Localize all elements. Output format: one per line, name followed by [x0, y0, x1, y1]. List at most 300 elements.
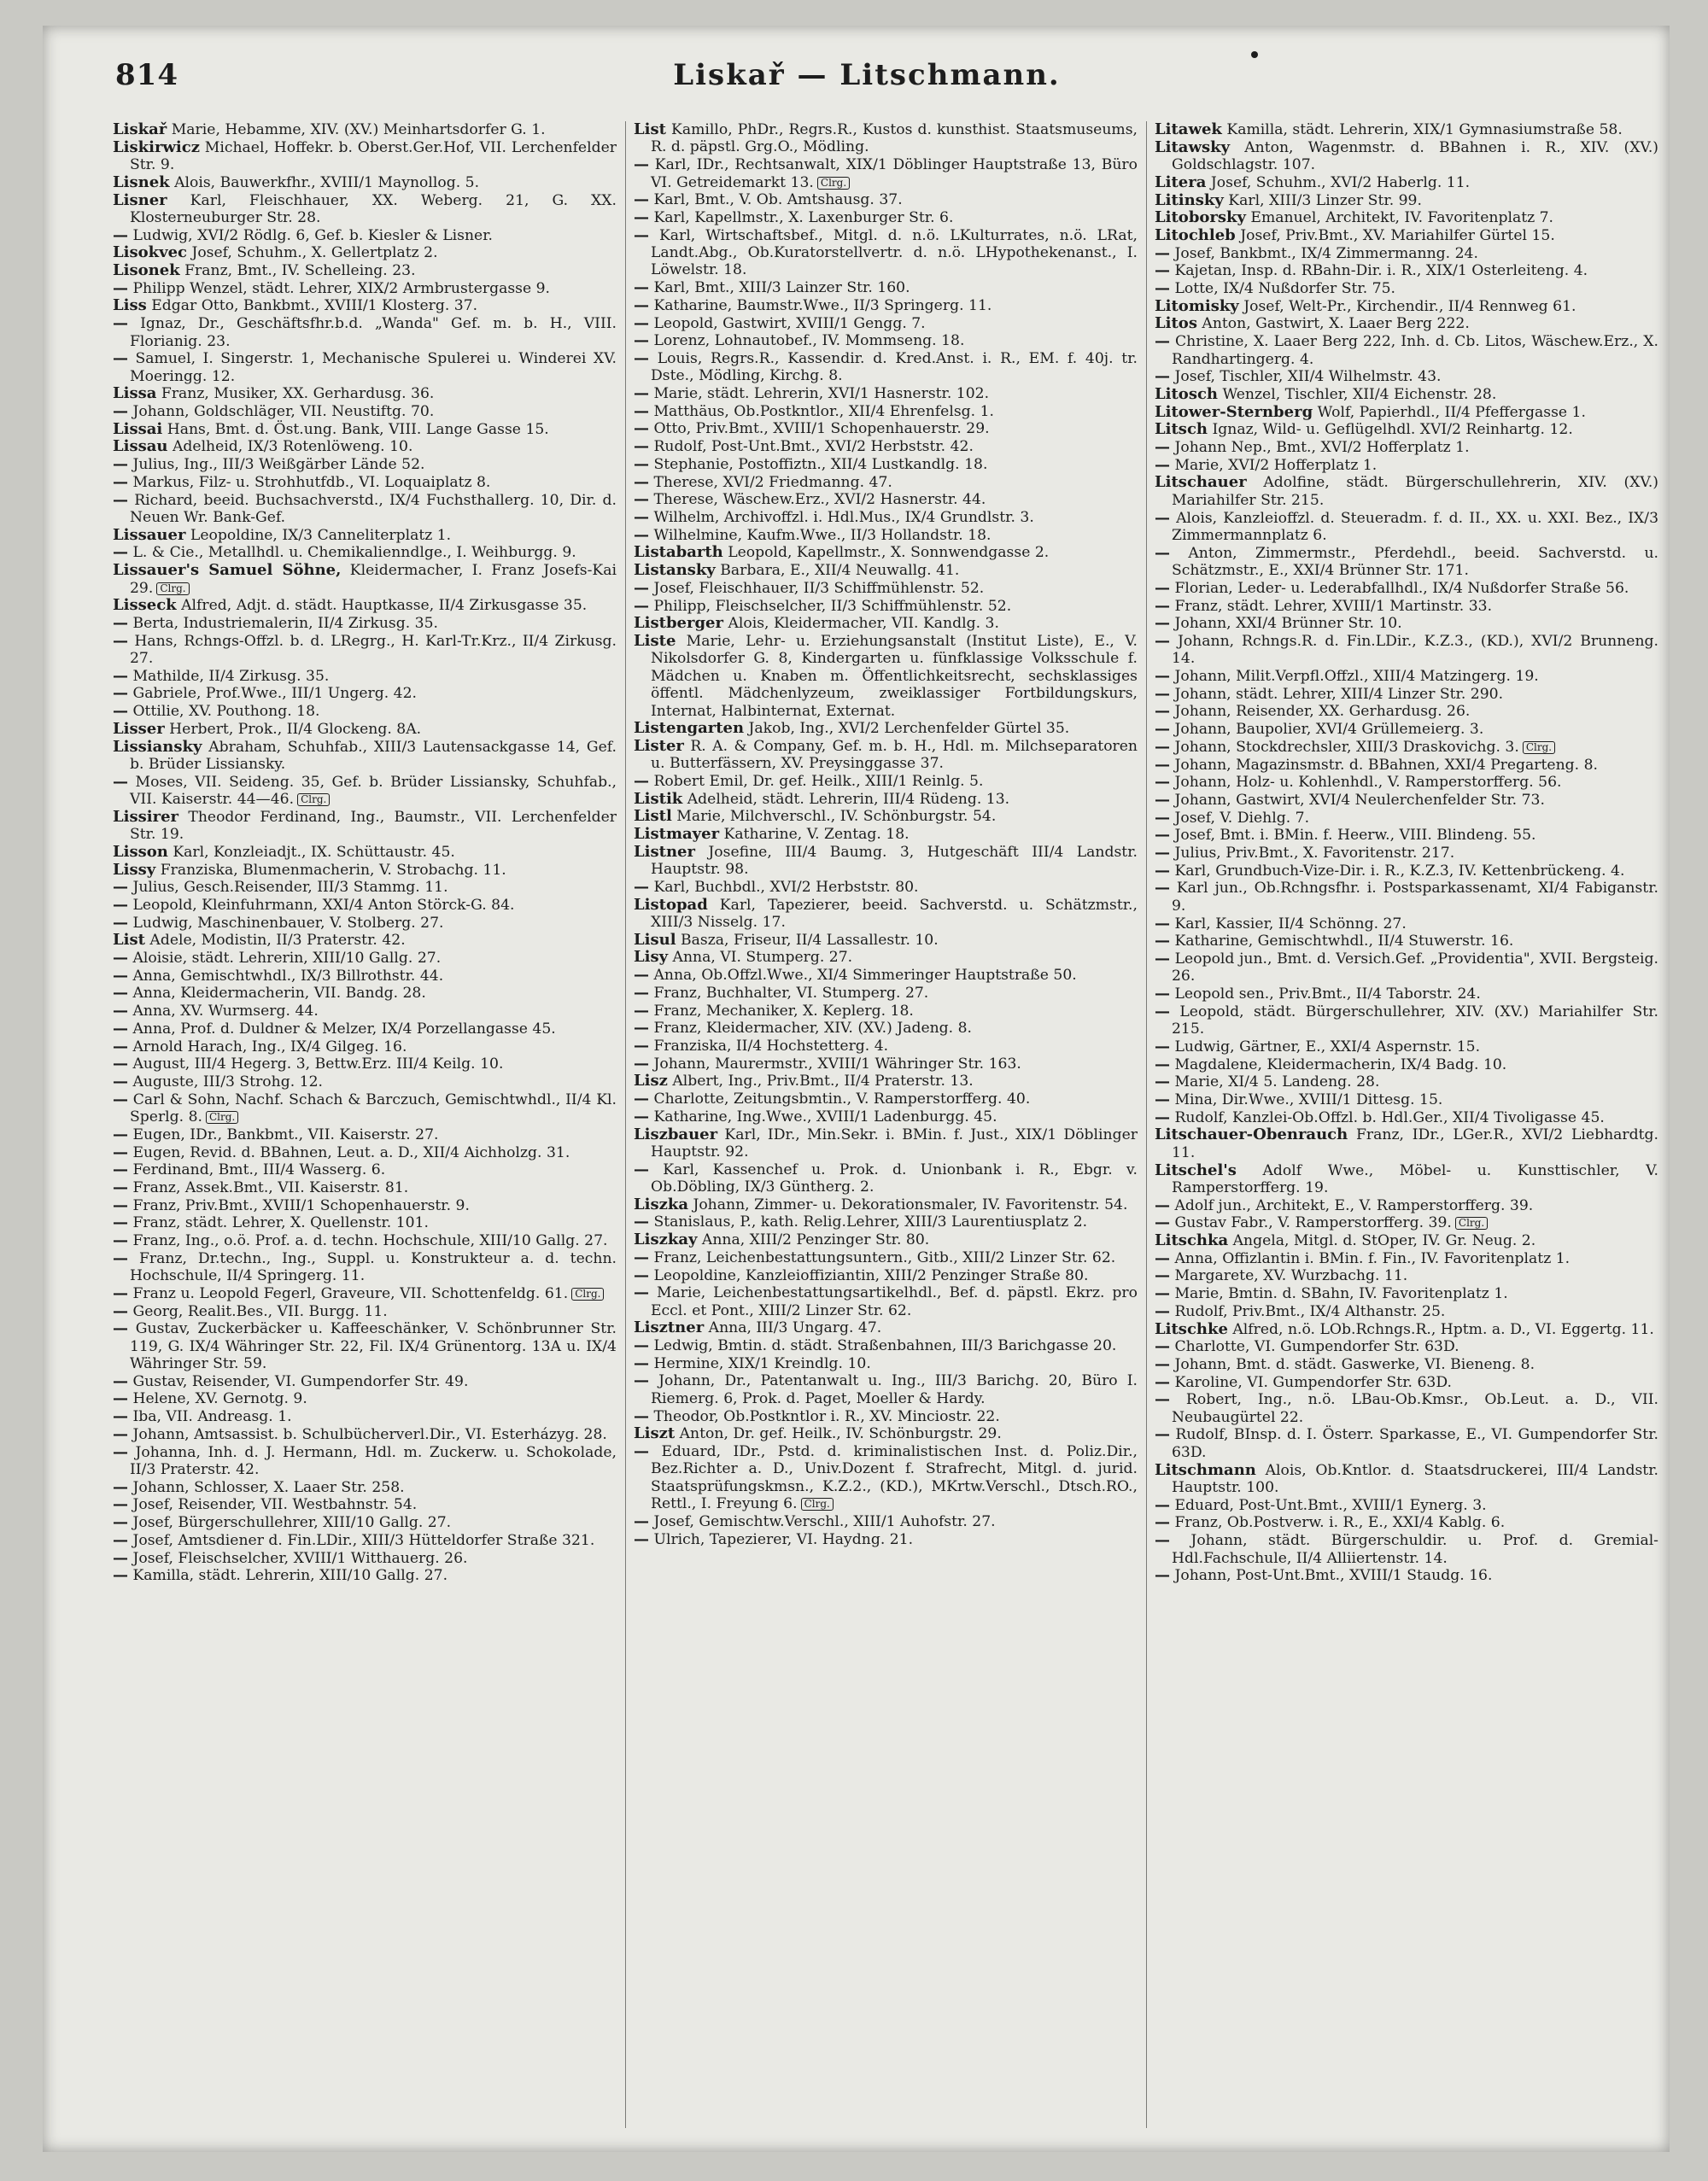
directory-entry: [113, 615, 617, 632]
entry-surname: —: [113, 1125, 128, 1143]
entry-details: Therese, Wäschew.Erz., XVI/2 Hasnerstr. 44.: [649, 491, 986, 509]
entry-surname: Litera: [1155, 172, 1207, 191]
directory-entry: [634, 1073, 1138, 1090]
directory-entry: [1155, 1091, 1658, 1108]
entry-details: Wilhelmine, Kaufm.Wwe., II/3 Hollandstr. 18.: [649, 526, 991, 544]
entry-details: Josef, Fleischselcher, XVIII/1 Witthauerg. 26.: [128, 1549, 468, 1567]
directory-entry: [113, 297, 617, 314]
entry-details: Berta, Industriemalerin, II/4 Zirkusg. 35.: [128, 614, 439, 632]
entry-details: Johann, Holz- u. Kohlenhdl., V. Ramperstorfferg. 56.: [1170, 774, 1562, 792]
entry-details: Ottilie, XV. Pouthong. 18.: [128, 703, 320, 721]
directory-entry: [113, 844, 617, 861]
directory-entry: [634, 967, 1138, 984]
entry-details: Johann, Milit.Verpfl.Offzl., XIII/4 Matzingerg. 19.: [1170, 668, 1539, 686]
column-2: [634, 121, 1138, 2128]
entry-details: Leopoldine, Kanzleioffiziantin, XIII/2 Penzinger Straße 80.: [649, 1266, 1089, 1284]
entry-details: Samuel, I. Singerstr. 1, Mechanische Spulerei u. Winderei XV. Moeringg. 12.: [128, 350, 617, 385]
directory-entry: [634, 403, 1138, 420]
directory-entry: [634, 949, 1138, 966]
directory-entry: [1155, 1267, 1658, 1284]
entry-details: Kamilla, städt. Lehrerin, XIII/10 Gallg. 27.: [128, 1567, 448, 1585]
entry-details: Marie, städt. Lehrerin, XVI/1 Hasnerstr. 102.: [649, 385, 990, 403]
entry-details: Gustav Fabr., V. Ramperstorfferg. 39.: [1170, 1214, 1452, 1232]
entry-surname: —: [113, 913, 128, 932]
entry-surname: —: [1155, 1055, 1170, 1073]
entry-details: Franziska, II/4 Hochstetterg. 4.: [649, 1038, 889, 1055]
entry-surname: —: [113, 349, 128, 368]
entry-surname: Litawsky: [1155, 137, 1231, 156]
entry-surname: Lister: [634, 736, 684, 755]
entry-surname: Lisul: [634, 930, 676, 949]
directory-entry: [634, 1231, 1138, 1248]
entry-surname: —: [634, 1371, 649, 1390]
entry-surname: —: [1155, 755, 1170, 774]
entry-details: Marie, Milchverschl., IV. Schönburgstr. 54.: [671, 808, 997, 826]
entry-details: Karl, Kassier, II/4 Schönng. 27.: [1170, 915, 1407, 933]
entry-details: Johann, Goldschläger, VII. Neustiftg. 70.: [128, 403, 435, 421]
directory-entry: [1155, 1038, 1658, 1055]
directory-entry: [634, 1213, 1138, 1231]
directory-entry: [113, 1214, 617, 1231]
directory-entry: [634, 720, 1138, 737]
entry-surname: Lisser: [113, 719, 165, 738]
entry-surname: Litower-Sternberg: [1155, 402, 1313, 421]
directory-entry: [113, 244, 617, 261]
entry-surname: —: [113, 1019, 128, 1038]
entry-surname: List: [634, 121, 666, 138]
entry-surname: Liskař: [113, 121, 167, 138]
directory-entry: [113, 1408, 617, 1425]
entry-details: Adelheid, IX/3 Rotenlöweng. 10.: [167, 438, 413, 456]
directory-entry: [1155, 985, 1658, 1003]
entry-surname: —: [634, 578, 649, 597]
directory-entry: [113, 227, 617, 244]
entry-surname: —: [1155, 737, 1170, 756]
entry-surname: Listengarten: [634, 719, 745, 738]
directory-entry: [113, 721, 617, 738]
entry-details: August, III/4 Hegerg. 3, Bettw.Erz. III/4 Keilg. 10.: [128, 1055, 504, 1073]
entry-surname: Lissauer: [113, 525, 186, 544]
entry-surname: —: [113, 1178, 128, 1196]
entry-surname: Lissa: [113, 384, 157, 403]
entry-surname: Listberger: [634, 614, 723, 633]
entry-surname: —: [634, 472, 649, 491]
directory-entry: [634, 456, 1138, 473]
entry-details: Lorenz, Lohnautobef., IV. Mommseng. 18.: [649, 332, 965, 350]
entry-surname: —: [634, 454, 649, 473]
entry-surname: —: [634, 1107, 649, 1126]
entry-details: Ledwig, Bmtin. d. städt. Straßenbahnen, III/3 Barichgasse 20.: [649, 1337, 1117, 1355]
entry-details: Margarete, XV. Wurzbachg. 11.: [1170, 1267, 1408, 1285]
entry-details: Alois, Kanzleioffzl. d. Steueradm. f. d. II., XX. u. XXI. Bez., IX/3 Zimmermannplatz 6.: [1170, 509, 1658, 544]
entry-details: Robert, Ing., n.ö. LBau-Ob.Kmsr., Ob.Leut. a. D., VII. Neubaugürtel 22.: [1170, 1391, 1658, 1426]
entry-details: Abraham, Schuhfab., XIII/3 Lautensackgasse 14, Gef. b. Brüder Lissiansky.: [130, 738, 617, 773]
directory-entry: [634, 738, 1138, 773]
directory-entry: [1155, 1162, 1658, 1197]
entry-surname: —: [113, 702, 128, 721]
entry-surname: —: [113, 1213, 128, 1232]
entry-details: Franz u. Leopold Fegerl, Graveure, VII. Schottenfeldg. 61.: [128, 1284, 569, 1302]
directory-entry: [113, 1550, 617, 1567]
directory-entry: [1155, 862, 1658, 880]
entry-surname: —: [113, 1389, 128, 1408]
entry-details: Basza, Friseur, II/4 Lassallestr. 10.: [676, 931, 939, 949]
entry-surname: —: [113, 1231, 128, 1250]
directory-entry: [634, 1196, 1138, 1213]
directory-entry: [1155, 1514, 1658, 1531]
directory-entry: [634, 562, 1138, 579]
entry-surname: —: [634, 1248, 649, 1266]
entry-details: Josef, Bürgerschullehrer, XIII/10 Gallg. 27.: [128, 1514, 452, 1532]
entry-surname: Lissau: [113, 437, 168, 456]
entry-details: Josef, Amtsdiener d. Fin.LDir., XIII/3 Hütteldorfer Straße 321.: [128, 1531, 595, 1549]
entry-details: Karoline, VI. Gumpendorfer Str. 63D.: [1170, 1373, 1452, 1391]
entry-details: Hans, Rchngs-Offzl. b. d. LRegrg., H. Karl-Tr.Krz., II/4 Zirkusg. 27.: [128, 632, 617, 668]
directory-entry: [1155, 439, 1658, 456]
entry-surname: —: [113, 472, 128, 491]
entry-details: Karl, IDr., Rechtsanwalt, XIX/1 Döblinger Hauptstraße 13, Büro VI. Getreidemarkt 13.: [649, 156, 1138, 191]
directory-entry: [634, 773, 1138, 790]
entry-details: Anton, Zimmermstr., Pferdehdl., beeid. Sachverstd. u. Schätzmstr., E., XXI/4 Brünner Str. 171.: [1170, 544, 1658, 580]
entry-surname: —: [1155, 631, 1170, 650]
entry-surname: —: [113, 455, 128, 474]
entry-details: Ferdinand, Bmt., III/4 Wasserg. 6.: [128, 1161, 386, 1179]
entry-surname: Listansky: [634, 561, 716, 580]
entry-details: Anna, VI. Stumperg. 27.: [668, 949, 853, 967]
directory-entry: [634, 1003, 1138, 1020]
directory-entry: [113, 703, 617, 720]
entry-details: Ignaz, Dr., Geschäftsfhr.b.d. „Wanda" Gef. m. b. H., VIII. Florianig. 23.: [128, 315, 617, 350]
directory-entry: [634, 438, 1138, 455]
entry-surname: —: [1155, 985, 1170, 1003]
entry-surname: —: [113, 1143, 128, 1161]
directory-entry: [1155, 1321, 1658, 1338]
entry-surname: Litschka: [1155, 1231, 1229, 1250]
entry-details: Leopold, Gastwirt, XVIII/1 Gengg. 7.: [649, 314, 926, 332]
directory-entry: [634, 332, 1138, 349]
directory-entry: [634, 474, 1138, 491]
entry-surname: —: [113, 1407, 128, 1426]
entry-details: Franziska, Blumenmacherin, V. Strobachg. 11.: [155, 861, 506, 879]
entry-surname: List: [113, 931, 145, 950]
directory-entry: [113, 1444, 617, 1479]
entry-details: Karl, Wirtschaftsbef., Mitgl. d. n.ö. LKulturrates, n.ö. LRat, Landt.Abg., Ob.Kuratorstellvertr. d. n.ö. LHypothekenanst., I. Löwelstr. 18.: [649, 226, 1138, 279]
entry-surname: —: [1155, 1390, 1170, 1409]
directory-entry: [113, 633, 617, 668]
directory-entry: [1155, 227, 1658, 244]
entry-surname: —: [1155, 684, 1170, 703]
directory-entry: [634, 191, 1138, 208]
entry-surname: —: [634, 1213, 649, 1231]
entry-details: Ludwig, Gärtner, E., XXI/4 Aspernstr. 15.: [1170, 1038, 1481, 1055]
entry-details: Philipp, Fleischselcher, II/3 Schiffmühlenstr. 52.: [649, 597, 1012, 615]
entry-surname: Lisz: [634, 1072, 668, 1090]
entry-mark: Clrg.: [801, 1498, 834, 1511]
entry-surname: —: [634, 155, 649, 174]
entry-details: Rudolf, Priv.Bmt., IX/4 Althanstr. 25.: [1170, 1302, 1446, 1320]
directory-entry: [113, 1303, 617, 1320]
entry-details: Johann, Maurermstr., XVIII/1 Währinger Str. 163.: [649, 1055, 1021, 1073]
entry-surname: Listopad: [634, 895, 708, 914]
entry-surname: —: [113, 225, 128, 244]
entry-surname: —: [634, 278, 649, 297]
entry-details: Karl, Kapellmstr., X. Laxenburger Str. 6.: [649, 208, 954, 226]
directory-entry: [113, 456, 617, 473]
directory-entry: [113, 1567, 617, 1584]
entry-surname: —: [1155, 243, 1170, 262]
entry-details: Karl, Bmt., XIII/3 Lainzer Str. 160.: [649, 279, 910, 297]
entry-surname: Litos: [1155, 314, 1197, 333]
directory-entry: [634, 897, 1138, 932]
directory-entry: [1155, 1197, 1658, 1214]
entry-details: Ignaz, Wild- u. Geflügelhdl. XVI/2 Reinhartg. 12.: [1208, 421, 1573, 439]
entry-surname: —: [113, 1495, 128, 1514]
entry-details: Karl, Tapezierer, beeid. Sachverstd. u. Schätzmstr., XIII/3 Nisselg. 17.: [651, 896, 1138, 932]
directory-entry: [634, 808, 1138, 825]
entry-details: Franz, Kleidermacher, XIV. (XV.) Jadeng. 8.: [649, 1020, 973, 1038]
entry-surname: —: [113, 1319, 128, 1338]
entry-details: Aloisie, städt. Lehrerin, XIII/10 Gallg. 27.: [128, 950, 442, 968]
directory-entry: [1155, 1338, 1658, 1355]
entry-details: Mathilde, II/4 Zirkusg. 35.: [128, 667, 330, 685]
directory-entry: [634, 826, 1138, 843]
directory-entry: [634, 844, 1138, 879]
entry-surname: —: [1155, 332, 1170, 351]
entry-surname: —: [634, 1037, 649, 1055]
entry-surname: —: [1155, 455, 1170, 474]
entry-details: Josef, Fleischhauer, II/3 Schiffmühlenstr. 52.: [649, 579, 985, 597]
directory-entry: [1155, 262, 1658, 279]
entry-details: Franz, Buchhalter, VI. Stumperg. 27.: [649, 984, 929, 1002]
entry-surname: Litoborsky: [1155, 208, 1246, 227]
entry-mark: Clrg.: [571, 1288, 604, 1301]
entry-details: Stephanie, Postoffiztn., XII/4 Lustkandlg. 18.: [649, 455, 988, 473]
entry-surname: —: [1155, 1196, 1170, 1214]
directory-entry: [113, 932, 617, 949]
entry-surname: —: [113, 1442, 128, 1461]
directory-entry: [1155, 757, 1658, 774]
ink-dot: [1251, 51, 1258, 58]
entry-details: Marie, XI/4 5. Landeng. 28.: [1170, 1073, 1380, 1091]
entry-surname: —: [634, 190, 649, 209]
entry-details: Josef, V. Diehlg. 7.: [1170, 809, 1310, 827]
entry-details: Adolf Wwe., Möbel- u. Kunsttischler, V. Ramperstorfferg. 19.: [1172, 1161, 1658, 1196]
entry-surname: Listabarth: [634, 543, 723, 562]
entry-surname: —: [1155, 720, 1170, 739]
entry-surname: —: [1155, 1301, 1170, 1320]
entry-surname: Lisokvec: [113, 243, 187, 262]
entry-surname: Listik: [634, 789, 683, 808]
entry-surname: Litochleb: [1155, 225, 1236, 244]
entry-mark: Clrg.: [817, 177, 850, 190]
entry-surname: —: [1155, 1372, 1170, 1391]
entry-surname: —: [1155, 438, 1170, 457]
entry-surname: Liskirwicz: [113, 137, 200, 156]
entry-mark: Clrg.: [206, 1111, 238, 1124]
directory-entry: [113, 315, 617, 350]
entry-surname: Lissauer's Samuel Söhne,: [113, 561, 342, 580]
directory-entry: [1155, 1426, 1658, 1461]
directory-entry: [113, 562, 617, 597]
entry-surname: —: [1155, 367, 1170, 386]
entry-details: Adele, Modistin, II/3 Praterstr. 42.: [144, 932, 406, 950]
directory-entry: [634, 1284, 1138, 1319]
directory-entry: [634, 156, 1138, 191]
directory-entry: [113, 879, 617, 896]
entry-details: Josef, Schuhm., XVI/2 Haberlg. 11.: [1206, 173, 1471, 191]
entry-details: Johann, Gastwirt, XVI/4 Neulerchenfelder Str. 73.: [1170, 791, 1545, 809]
entry-details: Josef, Tischler, XII/4 Wilhelmstr. 43.: [1170, 368, 1442, 386]
directory-entry: [1155, 1532, 1658, 1567]
entry-details: Markus, Filz- u. Strohhutfdb., VI. Loquaiplatz 8.: [128, 473, 491, 491]
entry-details: Franz, Assek.Bmt., VII. Kaiserstr. 81.: [128, 1178, 409, 1196]
directory-entry: [1155, 1056, 1658, 1073]
entry-surname: —: [113, 314, 128, 333]
directory-entry: [634, 1090, 1138, 1108]
directory-entry: [113, 1144, 617, 1161]
entry-details: Karl, XIII/3 Linzer Str. 99.: [1223, 191, 1422, 209]
entry-surname: Liste: [634, 631, 676, 650]
entry-surname: —: [634, 384, 649, 403]
directory-entry: [634, 1126, 1138, 1161]
entry-details: Leopoldine, IX/3 Canneliterplatz 1.: [185, 526, 452, 544]
entry-details: Anna, Prof. d. Duldner & Melzer, IX/4 Porzellangasse 45.: [128, 1020, 556, 1038]
entry-details: Marie, Leichenbestattungsartikelhdl., Bef. d. päpstl. Ekrz. pro Eccl. et Pont., XIII/2 Linzer Str. 62.: [649, 1284, 1138, 1319]
entry-surname: —: [634, 1529, 649, 1548]
directory-entry: [1155, 404, 1658, 421]
entry-surname: —: [113, 1055, 128, 1073]
entry-surname: —: [113, 1073, 128, 1090]
directory-entry: [634, 315, 1138, 332]
entry-details: Matthäus, Ob.Postkntlor., XII/4 Ehrenfelsg. 1.: [649, 402, 994, 420]
directory-entry: [634, 1355, 1138, 1372]
entry-surname: Lisnek: [113, 172, 170, 191]
entry-details: Johann, Reisender, XX. Gerhardusg. 26.: [1170, 703, 1471, 721]
entry-details: Philipp Wenzel, städt. Lehrer, XIX/2 Armbrustergasse 9.: [128, 279, 551, 297]
entry-surname: —: [1155, 1566, 1170, 1585]
entry-details: Otto, Priv.Bmt., XVIII/1 Schopenhauerstr. 29.: [649, 420, 990, 438]
directory-entry: [1155, 510, 1658, 545]
directory-entry: [634, 420, 1138, 437]
entry-surname: —: [1155, 932, 1170, 950]
entry-surname: —: [113, 1037, 128, 1055]
directory-entry: [1155, 739, 1658, 756]
entry-details: Anna, XIII/2 Penzinger Str. 80.: [697, 1231, 930, 1249]
entry-surname: Liss: [113, 296, 147, 315]
entry-surname: —: [1155, 808, 1170, 827]
entry-details: Johann, Rchngs.R. d. Fin.LDir., K.Z.3., (KD.), XVI/2 Brunneng. 14.: [1170, 632, 1658, 668]
entry-details: Katharine, Baumstr.Wwe., II/3 Springerg. 11.: [649, 296, 992, 314]
directory-entry: [113, 1532, 617, 1549]
directory-entry: [113, 1179, 617, 1196]
directory-entry: [1155, 686, 1658, 703]
entry-details: Theodor, Ob.Postkntlor i. R., XV. Minciostr. 22.: [649, 1407, 1000, 1425]
entry-surname: —: [634, 331, 649, 350]
entry-details: Franz, städt. Lehrer, XVIII/1 Martinstr. 33.: [1170, 597, 1493, 615]
directory-entry: [1155, 703, 1658, 720]
entry-details: Adelheid, städt. Lehrerin, III/4 Rüdeng. 13.: [682, 790, 1010, 808]
directory-entry: [1155, 174, 1658, 191]
entry-details: Wenzel, Tischler, XII/4 Eichenstr. 28.: [1218, 385, 1497, 403]
entry-surname: Litinsky: [1155, 190, 1224, 209]
entry-surname: Lisson: [113, 842, 168, 861]
entry-details: Alfred, n.ö. LOb.Rchngs.R., Hptm. a. D., VI. Eggertg. 11.: [1227, 1320, 1654, 1338]
directory-entry: [113, 121, 617, 138]
entry-surname: —: [1155, 1037, 1170, 1055]
entry-details: Robert Emil, Dr. gef. Heilk., XIII/1 Reinlg. 5.: [649, 773, 984, 791]
directory-entry: [634, 297, 1138, 314]
directory-entry: [113, 1161, 617, 1178]
entry-surname: —: [113, 1248, 128, 1267]
entry-surname: —: [1155, 702, 1170, 721]
directory-entry: [113, 1055, 617, 1073]
entry-details: Josef, Welt-Pr., Kirchendir., II/4 Rennweg 61.: [1238, 297, 1576, 315]
entry-surname: —: [634, 348, 649, 367]
directory-entry: [1155, 915, 1658, 933]
directory-entry: [1155, 827, 1658, 844]
directory-entry: [1155, 633, 1658, 668]
directory-entry: [113, 421, 617, 438]
directory-entry: [1155, 315, 1658, 332]
entry-surname: Liszka: [634, 1195, 688, 1213]
entry-surname: —: [113, 613, 128, 632]
directory-entry: [113, 1232, 617, 1249]
entry-mark: Clrg.: [1455, 1217, 1488, 1230]
entry-details: Magdalene, Kleidermacherin, IX/4 Badg. 10.: [1170, 1055, 1507, 1073]
entry-details: Johanna, Inh. d. J. Hermann, Hdl. m. Zuckerw. u. Schokolade, II/3 Praterstr. 42.: [128, 1443, 617, 1478]
directory-entry: [113, 139, 617, 174]
entry-surname: —: [634, 1406, 649, 1425]
entry-surname: —: [113, 1283, 128, 1302]
entry-surname: —: [634, 507, 649, 526]
directory-entry: [113, 685, 617, 702]
entry-surname: —: [113, 949, 128, 968]
entry-details: Rudolf, Post-Unt.Bmt., XVI/2 Herbststr. 42.: [649, 438, 974, 456]
entry-details: Marie, Lehr- u. Erziehungsanstalt (Institut Liste), E., V. Nikolsdorfer G. 8, Kindergarten u. fünfklassige Volksschule f. Mädchen u. Knaben m. Öffentlichkeitsrecht, sechsklassiges öffentl. Mädchenlyzeum, zweiklassiger Fortbildungskurs, Internat, Halbinternat, Externat.: [651, 632, 1138, 720]
entry-surname: —: [634, 1160, 649, 1178]
entry-surname: —: [1155, 861, 1170, 880]
entry-surname: Lisonek: [113, 261, 180, 280]
directory-entry: [1155, 950, 1658, 985]
entry-surname: —: [113, 684, 128, 703]
entry-surname: —: [113, 1513, 128, 1532]
entry-surname: —: [113, 1477, 128, 1496]
directory-entry: [634, 491, 1138, 508]
directory-entry: [634, 1267, 1138, 1284]
entry-surname: —: [113, 402, 128, 421]
entry-details: Arnold Harach, Ing., IX/4 Gilgeg. 16.: [128, 1038, 407, 1055]
entry-details: Michael, Hoffekr. b. Oberst.Ger.Hof, VII. Lerchenfelder Str. 9.: [130, 138, 617, 174]
entry-surname: Lisy: [634, 948, 669, 967]
directory-entry: [1155, 474, 1658, 509]
entry-details: Leopold, Kapellmstr., X. Sonnwendgasse 2.: [722, 544, 1050, 562]
directory-entry: [1155, 1497, 1658, 1514]
entry-details: Franz, Mechaniker, X. Keplerg. 18.: [649, 1002, 914, 1020]
entry-details: Lotte, IX/4 Nußdorfer Str. 75.: [1170, 280, 1395, 298]
directory-entry: [634, 1337, 1138, 1354]
entry-details: Iba, VII. Andreasg. 1.: [128, 1408, 292, 1426]
entry-surname: —: [1155, 1284, 1170, 1303]
entry-surname: —: [1155, 1495, 1170, 1514]
entry-details: Josef, Priv.Bmt., XV. Mariahilfer Gürtel 15.: [1235, 226, 1555, 244]
directory-entry: [113, 1020, 617, 1038]
entry-surname: Litschke: [1155, 1319, 1228, 1338]
entry-details: Eduard, IDr., Pstd. d. kriminalistischen Inst. d. Poliz.Dir., Bez.Richter a. D., Univ.Dozent f. Strafrecht, Mitgl. d. jurid. Staatsprüfungskmsn., K.Z.2., (KD.), MKrtw.Verschl., Dtsch.RO., Rettl., I. Freyung 6.: [649, 1442, 1138, 1513]
entry-surname: Litawek: [1155, 121, 1222, 138]
entry-surname: —: [113, 1424, 128, 1443]
entry-surname: —: [1155, 1073, 1170, 1091]
entry-surname: —: [1155, 614, 1170, 633]
